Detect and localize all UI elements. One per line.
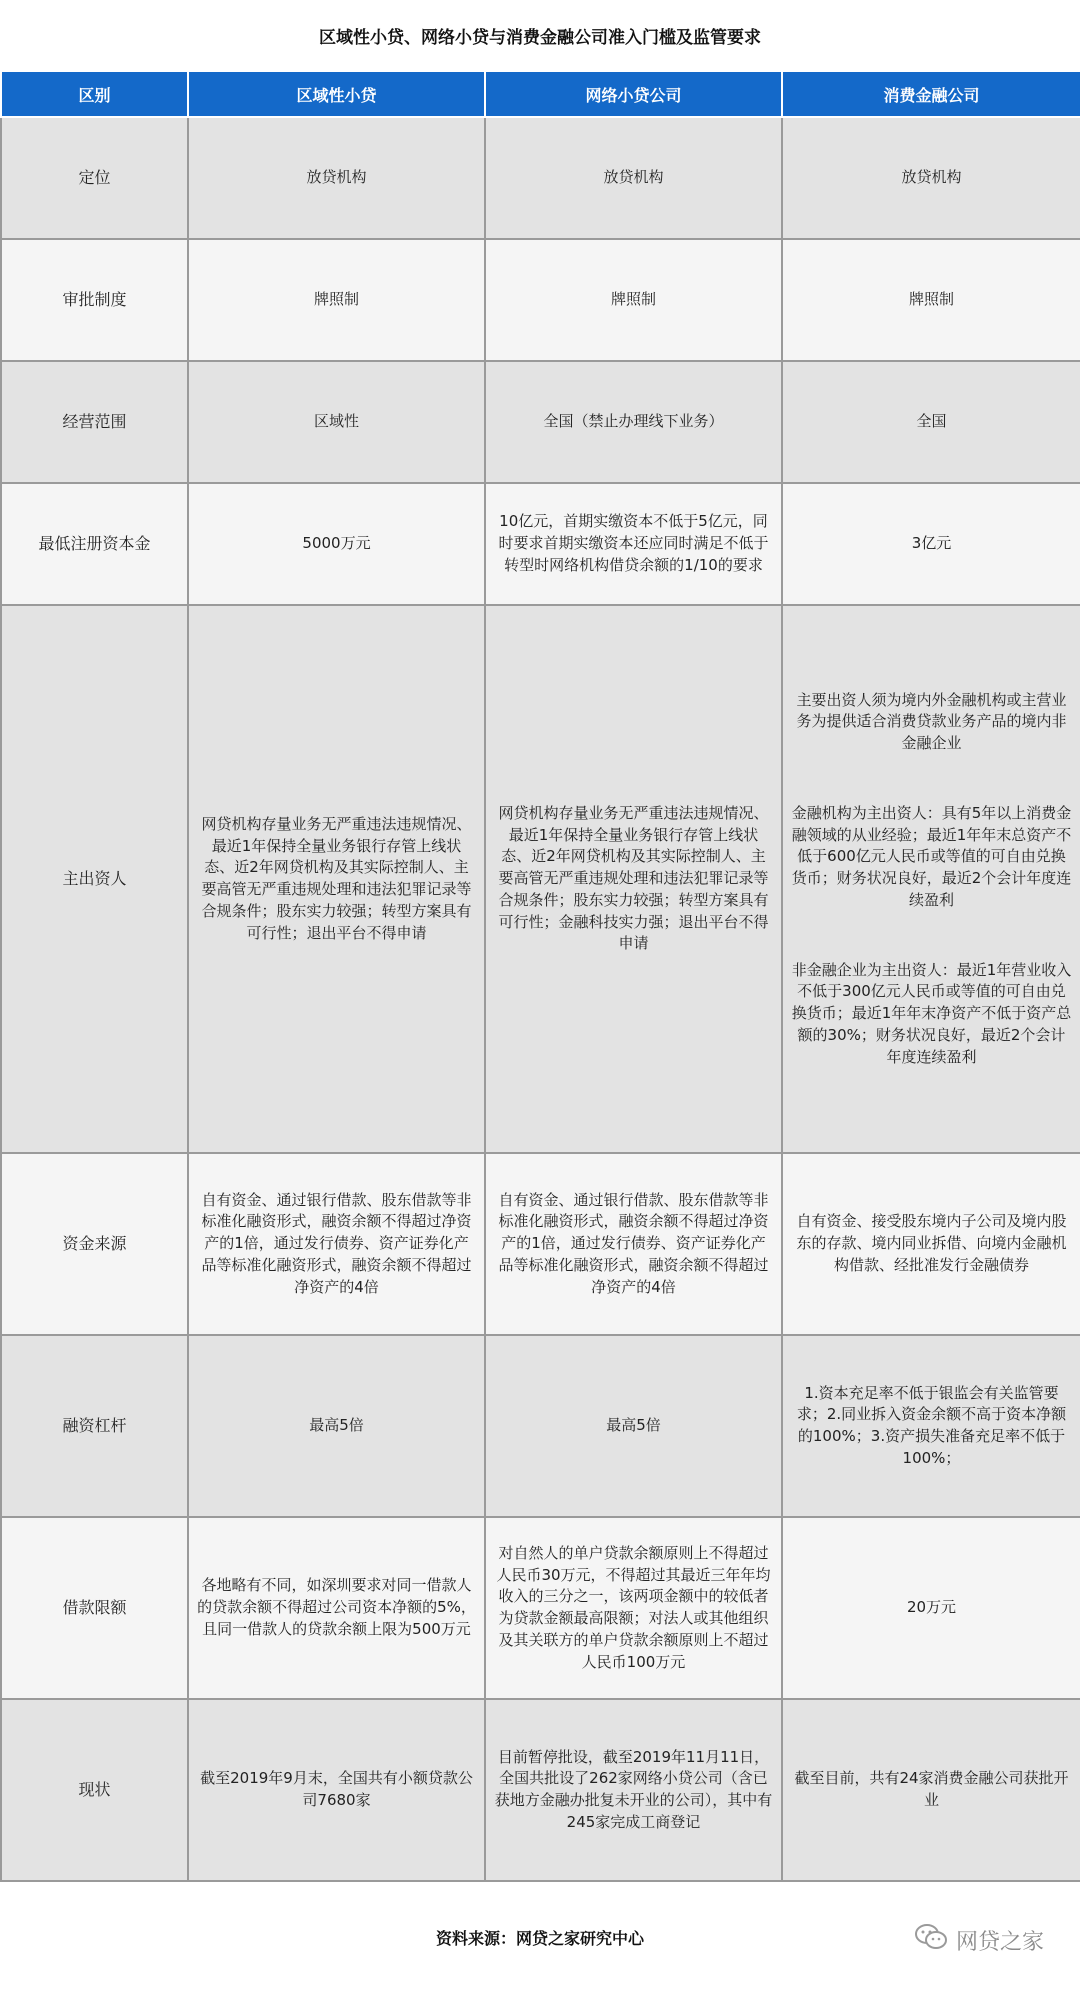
source-note: 资料来源：网贷之家研究中心 bbox=[435, 1929, 644, 1948]
brand-name: 网贷之家 bbox=[955, 1929, 1044, 1955]
table-cell: 网贷机构存量业务无严重违法违规情况、最近1年保持全量业务银行存管上线状态、近2年网贷机构及其实际控制人、主要高管无严重违规处理和违法犯罪记录等合规条件；股东实力较强；转型方案具有可行性；金融科技实力强；退出平台不得申请 bbox=[485, 605, 782, 1153]
table-row bbox=[1, 1699, 1080, 1881]
brand-watermark bbox=[914, 1923, 1044, 1957]
table-row bbox=[1, 605, 1080, 1153]
table-cell: 截至目前，共有24家消费金融公司获批开业 bbox=[782, 1699, 1080, 1881]
row-label: 主出资人 bbox=[1, 605, 188, 1153]
table-cell: 1.资本充足率不低于银监会有关监管要求；2.同业拆入资金余额不高于资本净额的100%；3.资产损失准备充足率不低于100%； bbox=[782, 1335, 1080, 1517]
table-row bbox=[1, 239, 1080, 361]
header-consumer-finance: 消费金融公司 bbox=[782, 71, 1080, 117]
comparison-table bbox=[0, 70, 1080, 1882]
header-category: 区别 bbox=[1, 71, 188, 117]
table-cell: 自有资金、接受股东境内子公司及境内股东的存款、境内同业拆借、向境内金融机构借款、经批准发行金融债券 bbox=[782, 1153, 1080, 1335]
table-cell: 20万元 bbox=[782, 1517, 1080, 1699]
table-cell: 区域性 bbox=[188, 361, 485, 483]
table-cell: 放贷机构 bbox=[188, 117, 485, 239]
row-label: 经营范围 bbox=[1, 361, 188, 483]
table-cell: 各地略有不同，如深圳要求对同一借款人的贷款余额不得超过公司资本净额的5%，且同一借款人的贷款余额上限为500万元 bbox=[188, 1517, 485, 1699]
table-cell: 对自然人的单户贷款余额原则上不得超过人民币30万元，不得超过其最近三年年均收入的三分之一，该两项金额中的较低者为贷款金额最高限额；对法人或其他组织及其关联方的单户贷款余额原则上不超过人民币100万元 bbox=[485, 1517, 782, 1699]
table-cell: 网贷机构存量业务无严重违法违规情况、最近1年保持全量业务银行存管上线状态、近2年网贷机构及其实际控制人、主要高管无严重违规处理和违法犯罪记录等合规条件；股东实力较强；转型方案具有可行性；退出平台不得申请 bbox=[188, 605, 485, 1153]
page-title: 区域性小贷、网络小贷与消费金融公司准入门槛及监管要求 bbox=[319, 27, 761, 48]
table-cell: 全国 bbox=[782, 361, 1080, 483]
table-cell: 10亿元，首期实缴资本不低于5亿元，同时要求首期实缴资本还应同时满足不低于转型时网络机构借贷余额的1/10的要求 bbox=[485, 483, 782, 605]
footer bbox=[0, 1885, 1080, 1990]
table-row bbox=[1, 361, 1080, 483]
row-label: 最低注册资本金 bbox=[1, 483, 188, 605]
table-cell: 自有资金、通过银行借款、股东借款等非标准化融资形式，融资余额不得超过净资产的1倍，通过发行债券、资产证券化产品等标准化融资形式，融资余额不得超过净资产的4倍 bbox=[485, 1153, 782, 1335]
header-regional-loan: 区域性小贷 bbox=[188, 71, 485, 117]
row-label: 融资杠杆 bbox=[1, 1335, 188, 1517]
table-row bbox=[1, 1153, 1080, 1335]
header-online-loan: 网络小贷公司 bbox=[485, 71, 782, 117]
row-label: 现状 bbox=[1, 1699, 188, 1881]
wechat-icon bbox=[914, 1923, 956, 1957]
investor-requirement: 金融机构为主出资人：具有5年以上消费金融领域的从业经验；最近1年年末总资产不低于600亿元人民币或等值的可自由兑换货币；财务状况良好，最近2个会计年度连续盈利 bbox=[791, 803, 1072, 909]
table-row bbox=[1, 1517, 1080, 1699]
table-row bbox=[1, 1335, 1080, 1517]
row-label: 定位 bbox=[1, 117, 188, 239]
investor-requirement: 主要出资人须为境内外金融机构或主营业务为提供适合消费贷款业务产品的境内非金融企业 bbox=[796, 690, 1067, 753]
investor-requirement: 非金融企业为主出资人：最近1年营业收入不低于300亿元人民币或等值的可自由兑换货币；最近1年年末净资产不低于资产总额的30%；财务状况良好，最近2个会计年度连续盈利 bbox=[791, 960, 1072, 1066]
table-cell: 5000万元 bbox=[188, 483, 485, 605]
row-label: 借款限额 bbox=[1, 1517, 188, 1699]
table-cell: 自有资金、通过银行借款、股东借款等非标准化融资形式，融资余额不得超过净资产的1倍，通过发行债券、资产证券化产品等标准化融资形式，融资余额不得超过净资产的4倍 bbox=[188, 1153, 485, 1335]
table-cell: 截至2019年9月末，全国共有小额贷款公司7680家 bbox=[188, 1699, 485, 1881]
header-row bbox=[1, 71, 1080, 117]
table-cell: 3亿元 bbox=[782, 483, 1080, 605]
table-cell: 放贷机构 bbox=[782, 117, 1080, 239]
table-cell: 牌照制 bbox=[188, 239, 485, 361]
table-cell: 全国（禁止办理线下业务） bbox=[485, 361, 782, 483]
table-cell: 目前暂停批设，截至2019年11月11日，全国共批设了262家网络小贷公司（含已获地方金融办批复未开业的公司），其中有245家完成工商登记 bbox=[485, 1699, 782, 1881]
row-label: 审批制度 bbox=[1, 239, 188, 361]
table-cell: 最高5倍 bbox=[485, 1335, 782, 1517]
row-label: 资金来源 bbox=[1, 1153, 188, 1335]
table-cell: 牌照制 bbox=[782, 239, 1080, 361]
table-cell: 牌照制 bbox=[485, 239, 782, 361]
table-cell: 最高5倍 bbox=[188, 1335, 485, 1517]
table-cell bbox=[782, 605, 1080, 1153]
table-row bbox=[1, 483, 1080, 605]
table-row bbox=[1, 117, 1080, 239]
table-cell: 放贷机构 bbox=[485, 117, 782, 239]
